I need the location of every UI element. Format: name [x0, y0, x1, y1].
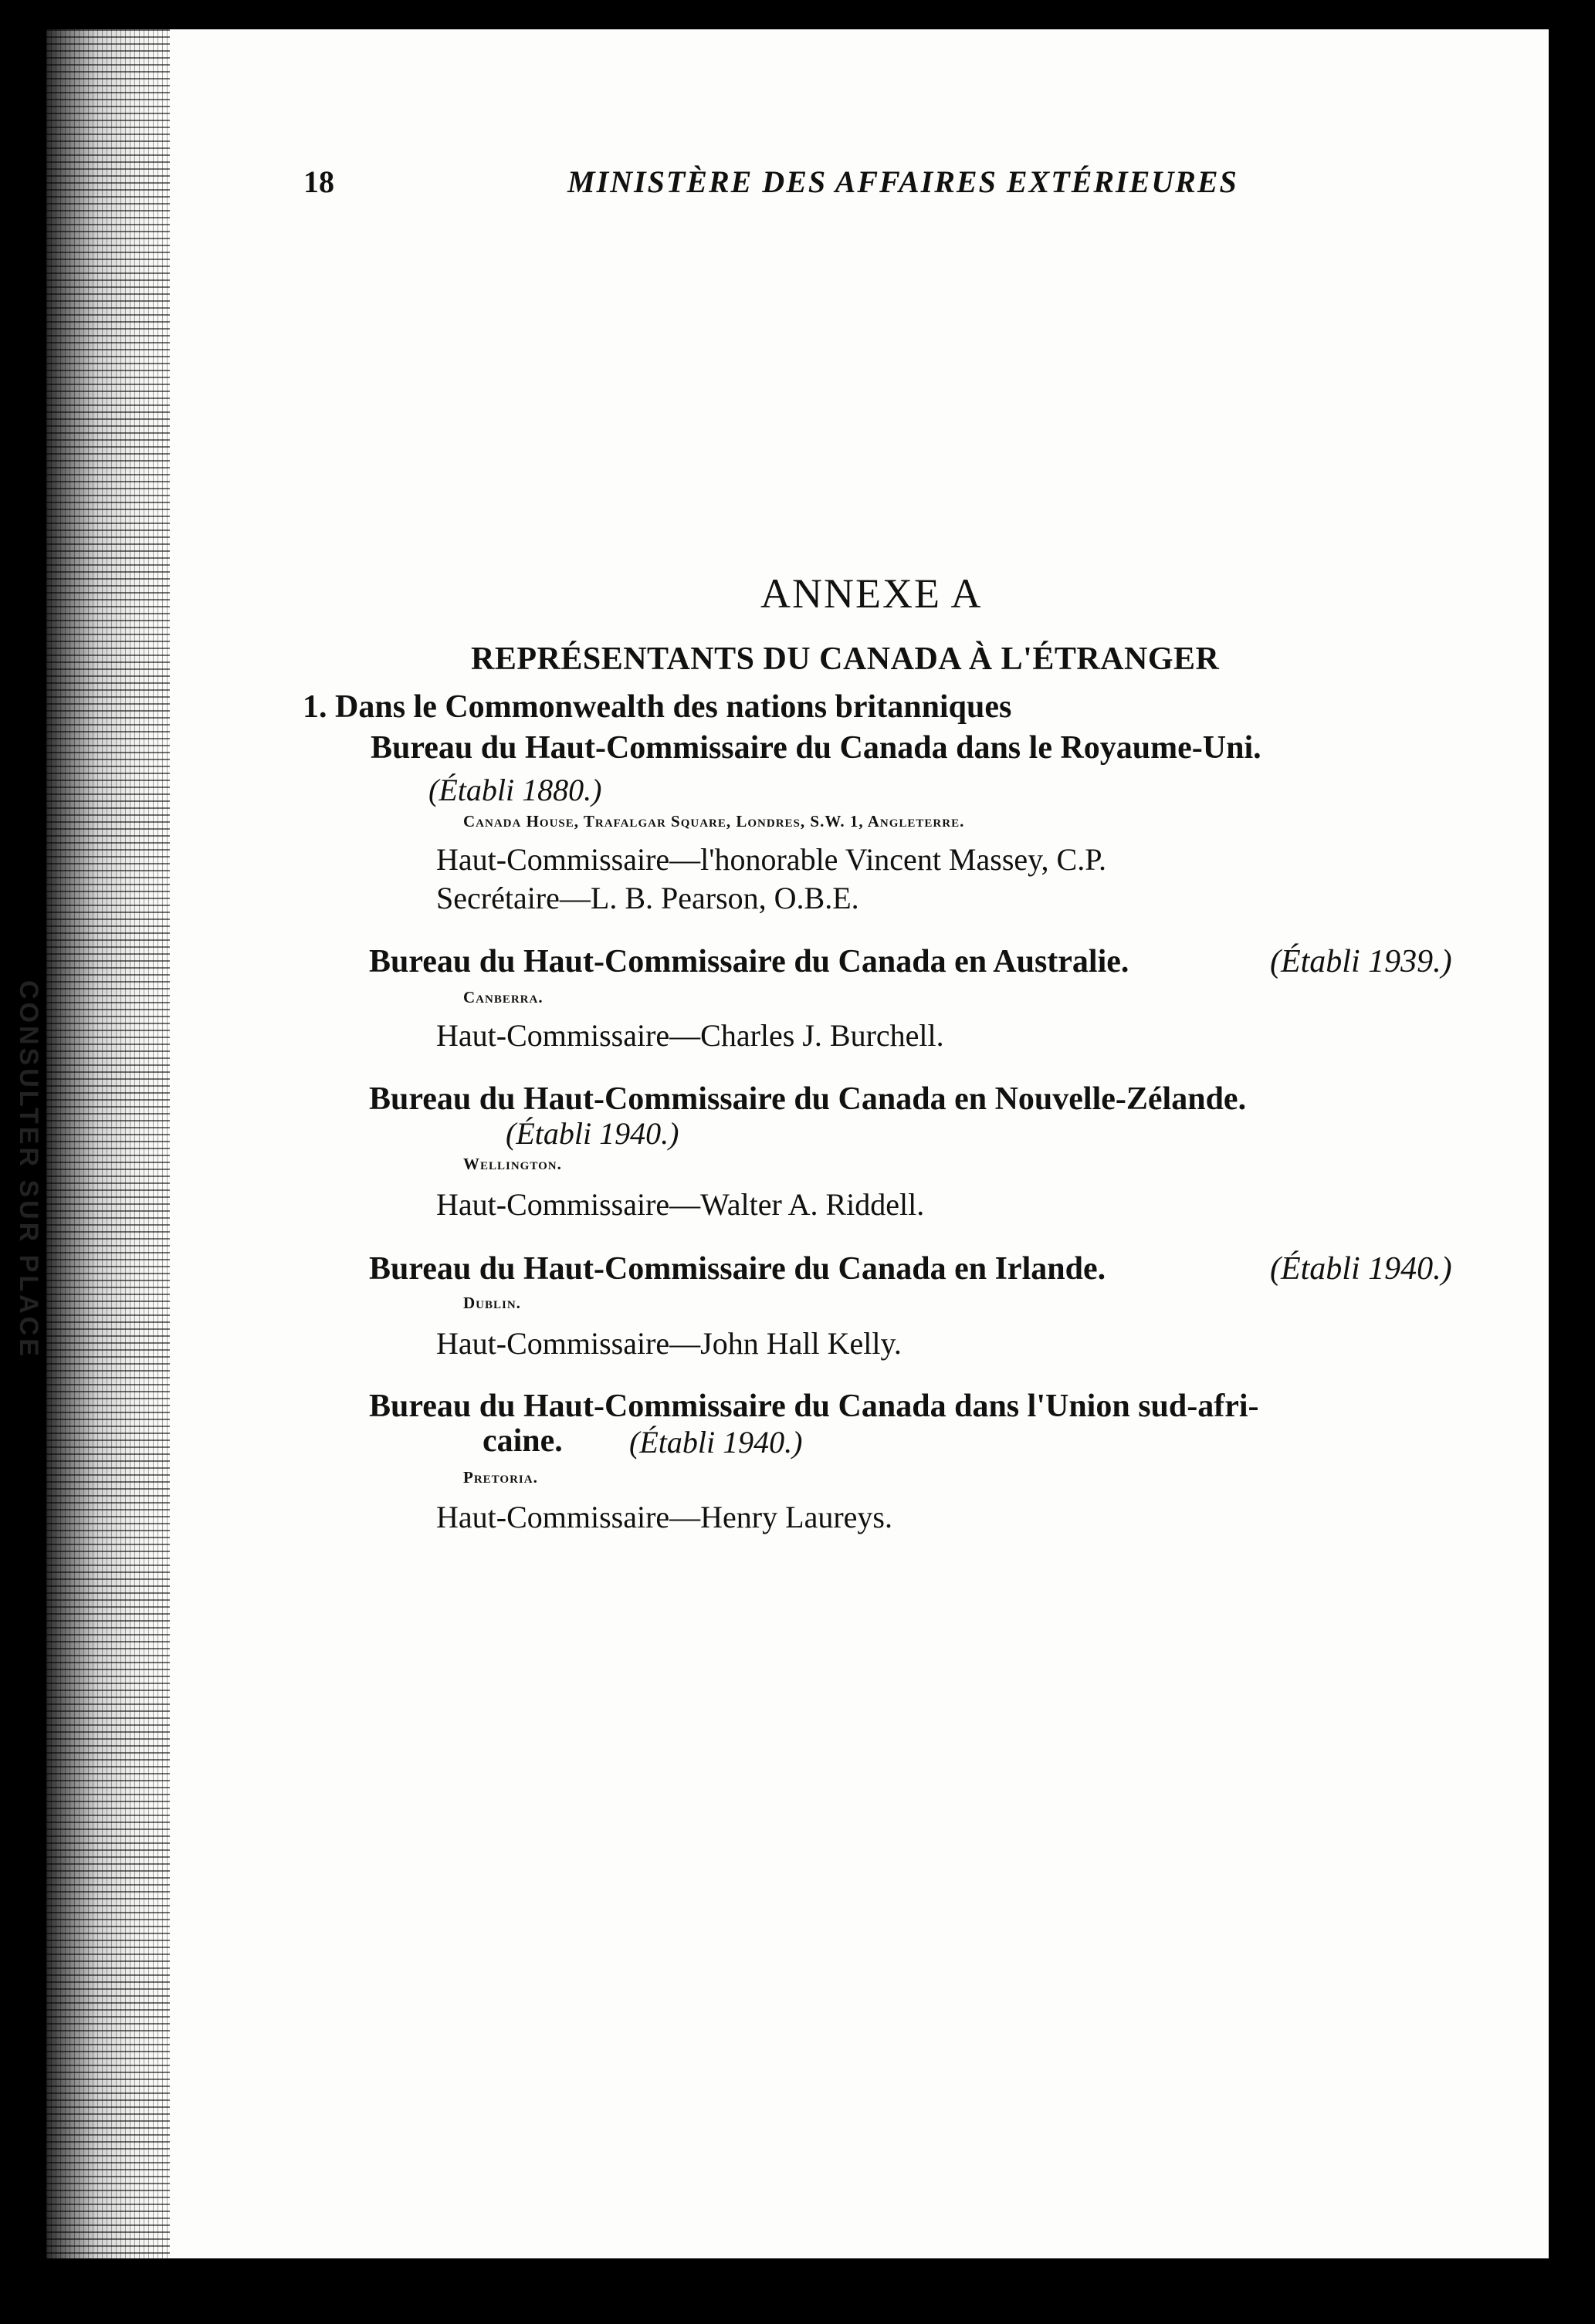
address-nouvelle-zelande: Wellington. — [463, 1155, 562, 1173]
bureau-union-sud-africaine-cont: caine. — [483, 1423, 563, 1459]
official-royaume-uni-1: Haut-Commissaire—l'honorable Vincent Massey, C.P. — [436, 842, 1107, 877]
official-irlande: Haut-Commissaire—John Hall Kelly. — [436, 1326, 902, 1361]
running-head: MINISTÈRE DES AFFAIRES EXTÉRIEURES — [567, 164, 1238, 199]
page-title: REPRÉSENTANTS DU CANADA À L'ÉTRANGER — [471, 641, 1220, 677]
section-heading: 1. Dans le Commonwealth des nations britanniques — [303, 689, 1012, 725]
bureau-nouvelle-zelande: Bureau du Haut-Commissaire du Canada en Nouvelle-Zélande. — [369, 1081, 1247, 1117]
address-irlande: Dublin. — [463, 1294, 521, 1312]
official-nouvelle-zelande: Haut-Commissaire—Walter A. Riddell. — [436, 1187, 925, 1222]
etabli-royaume-uni: (Établi 1880.) — [428, 773, 602, 807]
official-royaume-uni-2: Secrétaire—L. B. Pearson, O.B.E. — [436, 881, 859, 915]
etabli-union-sud-africaine: (Établi 1940.) — [629, 1425, 803, 1460]
etabli-australie: (Établi 1939.) — [1270, 944, 1452, 979]
bureau-royaume-uni: Bureau du Haut-Commissaire du Canada dans le Royaume-Uni. — [371, 730, 1261, 766]
binding-edge — [46, 29, 170, 2258]
official-australie: Haut-Commissaire—Charles J. Burchell. — [436, 1018, 944, 1053]
binding-stamp: CONSULTER SUR PLACE — [14, 980, 43, 1359]
bureau-union-sud-africaine: Bureau du Haut-Commissaire du Canada dans l'Union sud-afri- — [369, 1389, 1259, 1424]
address-royaume-uni: Canada House, Trafalgar Square, Londres, S.W. 1, Angleterre. — [463, 812, 965, 830]
address-australie: Canberra. — [463, 988, 544, 1006]
bureau-australie: Bureau du Haut-Commissaire du Canada en Australie. — [369, 944, 1129, 979]
bureau-irlande: Bureau du Haut-Commissaire du Canada en Irlande. — [369, 1251, 1106, 1287]
official-union-sud-africaine: Haut-Commissaire—Henry Laureys. — [436, 1500, 892, 1534]
address-union-sud-africaine: Pretoria. — [463, 1468, 538, 1487]
annexe-heading: ANNEXE A — [760, 570, 983, 617]
etabli-irlande: (Établi 1940.) — [1270, 1251, 1452, 1287]
scanned-page — [151, 29, 1549, 2258]
page-number: 18 — [303, 164, 334, 199]
etabli-nouvelle-zelande: (Établi 1940.) — [506, 1116, 679, 1151]
